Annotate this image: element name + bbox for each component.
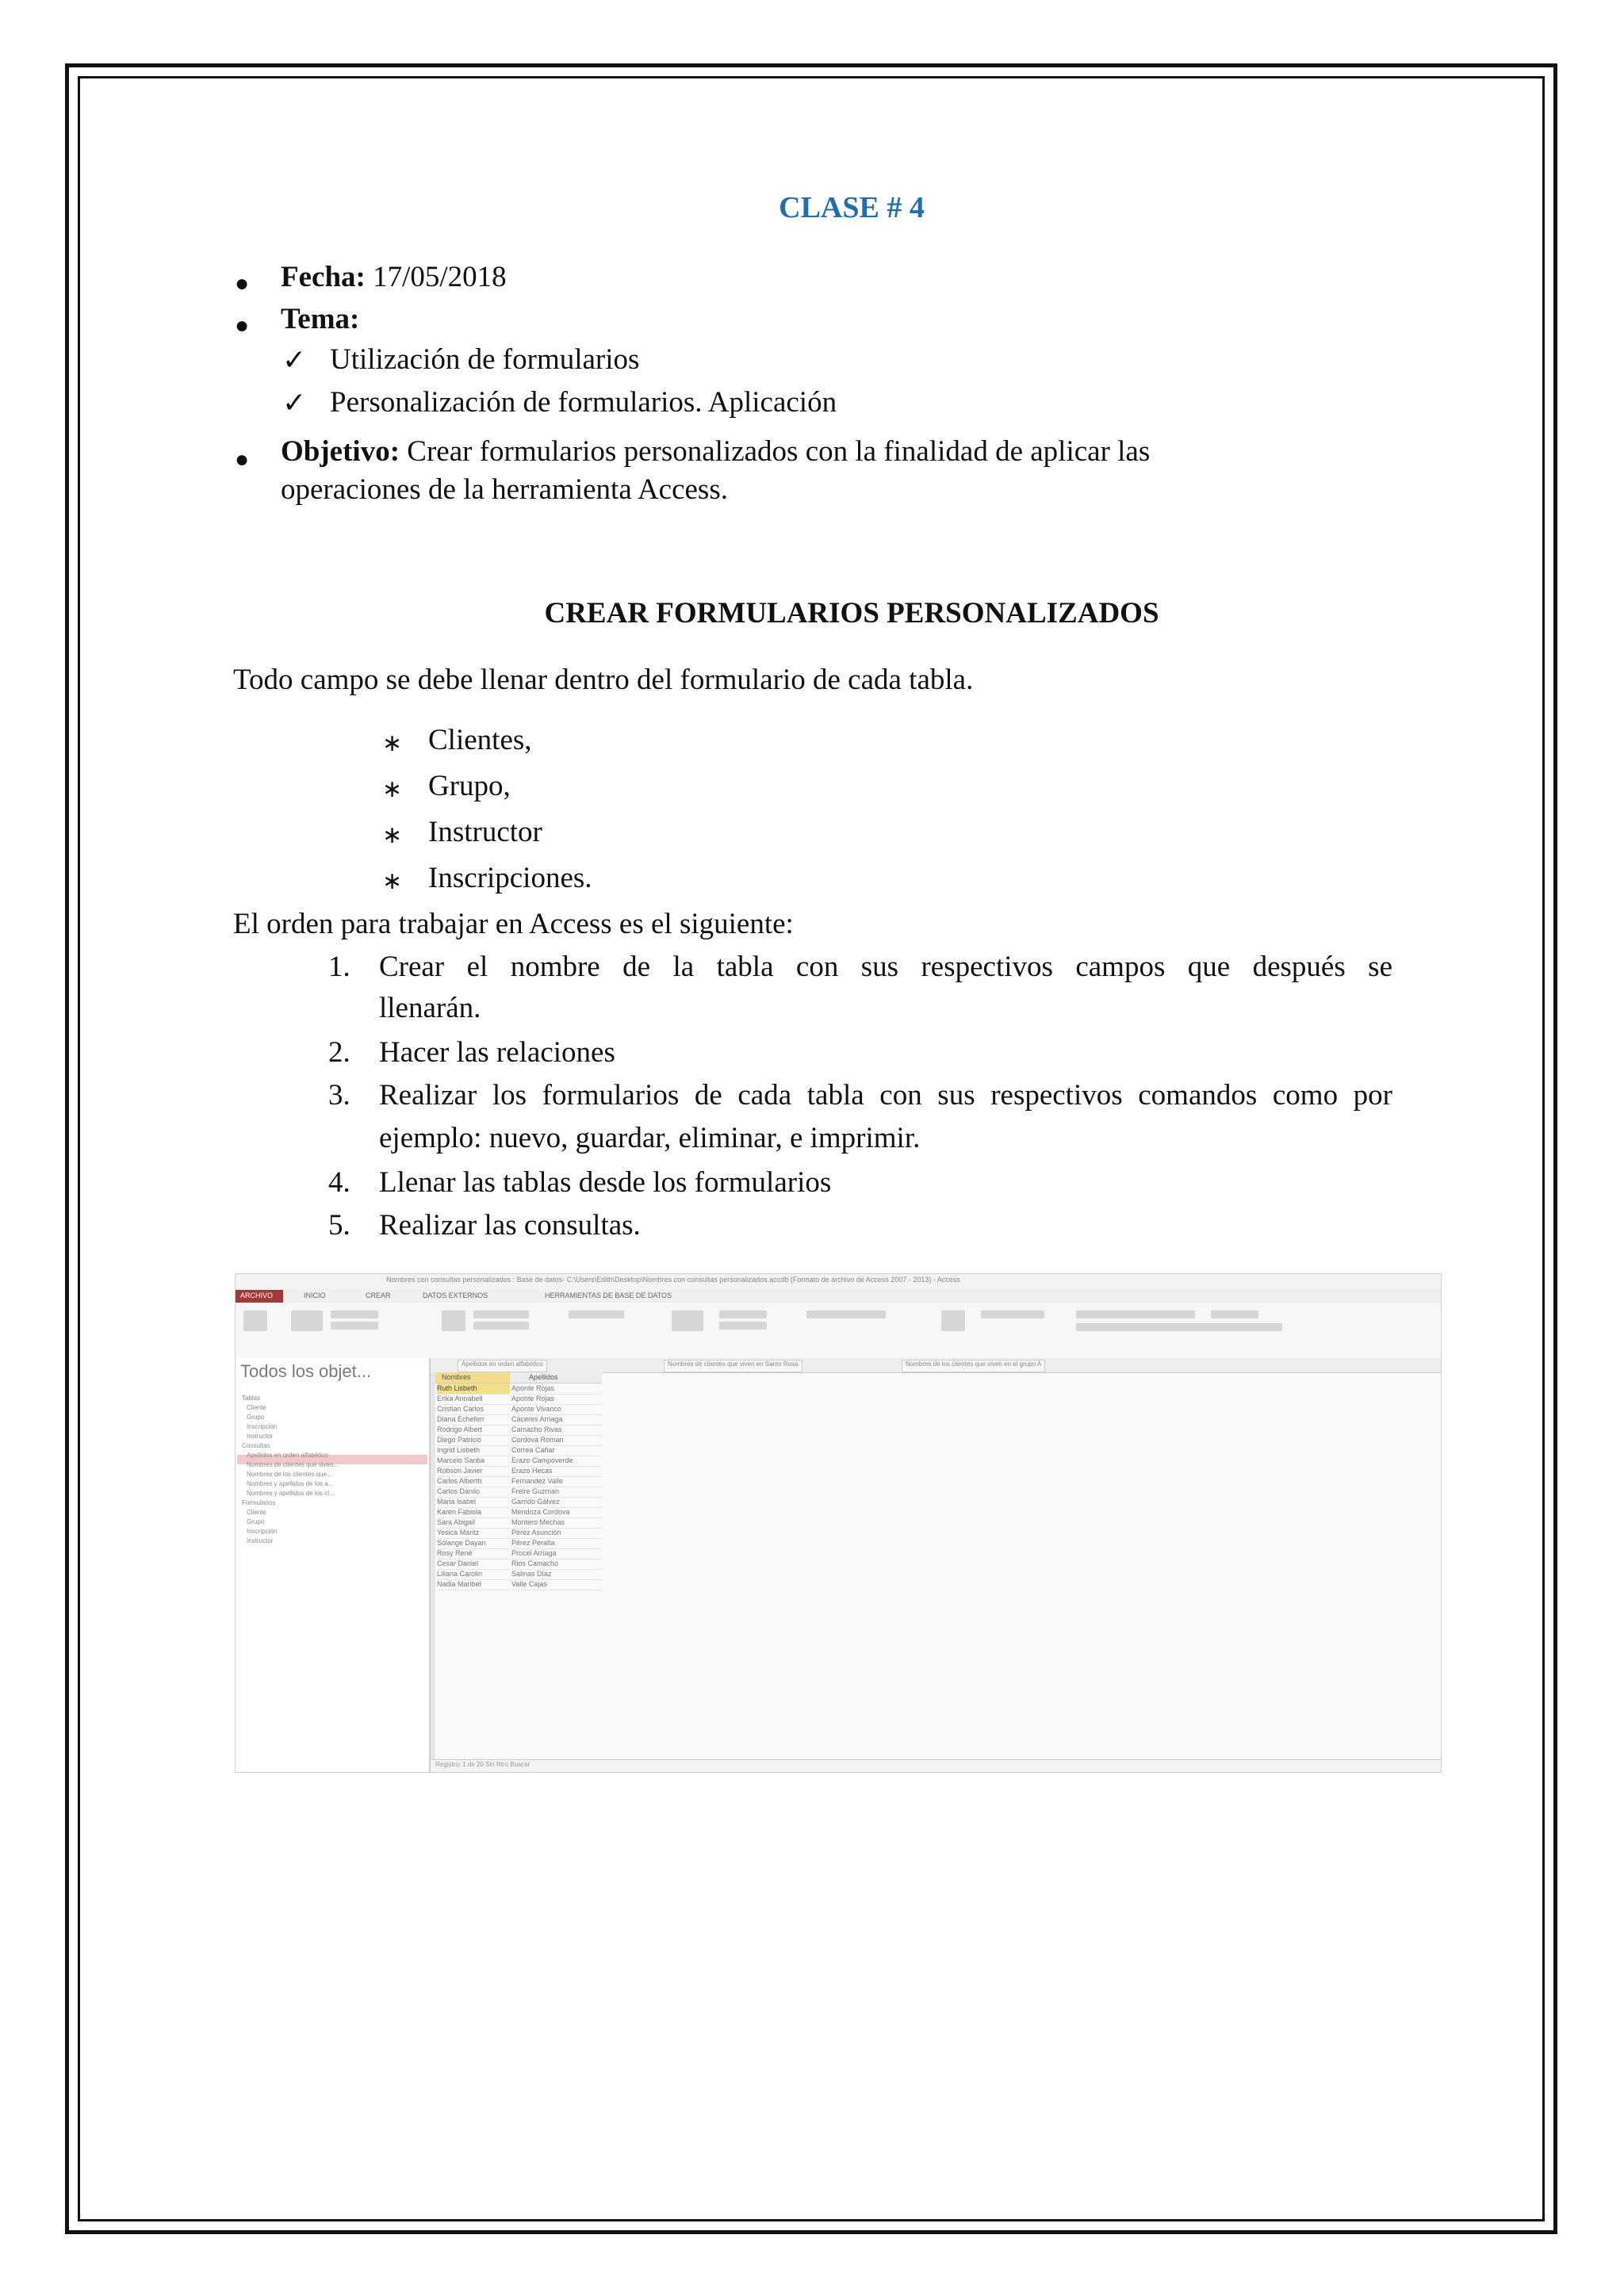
cell-apellido: Erazo Hecas: [511, 1466, 602, 1477]
descending-button: [473, 1322, 529, 1330]
cell-apellido: Freire Guzman: [511, 1487, 602, 1498]
cell-nombre: Carlos Alberth: [437, 1476, 510, 1487]
ribbon-tab: DATOS EXTERNOS: [423, 1292, 488, 1299]
nav-item: Instructor: [247, 1433, 274, 1440]
cell-nombre: Carlos Danilo: [437, 1487, 510, 1498]
checkmark-icon: ✓: [282, 344, 307, 376]
fecha-value: 17/05/2018: [373, 261, 507, 293]
view-button: [243, 1311, 267, 1331]
asterisk-icon: ∗: [382, 868, 403, 894]
cell-apellido: Aponte Vivanco: [511, 1404, 602, 1415]
new-button: [719, 1311, 767, 1318]
cell-nombre: Cesar Daniel: [437, 1559, 510, 1570]
cell-nombre: Robson Javier: [437, 1466, 510, 1477]
cell-apellido: Fernandez Valle: [511, 1476, 602, 1487]
nav-item: Nombres de clientes que viven...: [247, 1461, 339, 1468]
nav-item: Instructor: [247, 1537, 274, 1544]
cell-apellido: Rios Camacho: [511, 1559, 602, 1570]
nav-item: Apellidos en orden alfabético: [247, 1452, 328, 1459]
ascending-button: [473, 1311, 529, 1318]
cell-apellido: Salinas Díaz: [511, 1569, 602, 1580]
step-text: Hacer las relaciones: [379, 1036, 615, 1069]
objetivo-line: [281, 433, 1150, 471]
cell-nombre: Solange Dayan: [437, 1538, 510, 1549]
intro-paragraph: Todo campo se debe llenar dentro del formulario de cada tabla.: [233, 664, 974, 696]
table-list-item: Inscripciones.: [428, 862, 592, 894]
record-selector-column: [431, 1372, 435, 1759]
selection-button: [569, 1311, 624, 1318]
page-title: CLASE # 4: [779, 191, 925, 224]
ribbon-tab: HERRAMIENTAS DE BASE DE DATOS: [545, 1292, 672, 1299]
nav-item: Grupo: [247, 1414, 265, 1421]
nav-title: Todos los objet...: [240, 1361, 372, 1381]
cell-apellido: Cordova Roman: [511, 1435, 602, 1446]
cell-nombre: Diana Echeferr: [437, 1414, 510, 1425]
cell-apellido: Pérez Peralta: [511, 1538, 602, 1549]
cell-apellido: Camacho Rivas: [511, 1425, 602, 1436]
nav-group: Formularios: [242, 1499, 276, 1506]
document-tab: Nombres de los clientes que viven en el grupo A: [902, 1360, 1045, 1372]
step-text: Realizar las consultas.: [379, 1209, 641, 1242]
bullet-icon: ●: [235, 446, 250, 473]
replace-button: [981, 1311, 1044, 1318]
order-intro: El orden para trabajar en Access es el siguiente:: [233, 908, 794, 940]
nav-item: Nombres y apellidos de los cl...: [247, 1490, 335, 1497]
cut-button: [331, 1311, 378, 1318]
ribbon-tab: CREAR: [366, 1292, 391, 1299]
nav-group: Tablas: [242, 1395, 261, 1402]
cell-apellido: Cáceres Arriaga: [511, 1414, 602, 1425]
step-text: Llenar las tablas desde los formularios: [379, 1166, 832, 1199]
table-list-item: Instructor: [428, 816, 542, 848]
cell-apellido: Pérez Asunción: [511, 1528, 602, 1539]
cell-nombre: Rosy René: [437, 1548, 510, 1559]
objetivo-text-2: operaciones de la herramienta Access.: [281, 473, 728, 506]
save-button: [719, 1322, 767, 1330]
cell-nombre: Sara Abigail: [437, 1517, 510, 1529]
step-text: Crear el nombre de la tabla con sus respectivos campos que después se: [379, 951, 1392, 983]
document-tab: Nombres de clientes que viven en Santo Rosa: [664, 1360, 802, 1372]
cell-nombre: Ingrid Lisbeth: [437, 1445, 510, 1456]
document-tab: Apellidos en orden alfabético: [458, 1360, 547, 1372]
tema-item: Utilización de formularios: [330, 343, 640, 376]
step-text-2: llenarán.: [379, 992, 481, 1024]
step-number: 2.: [328, 1036, 350, 1069]
cell-apellido: Mendoza Cordova: [511, 1507, 602, 1518]
status-text: Registro: 1 de 20 Sin filtro Buscar: [435, 1761, 530, 1768]
step-text: Realizar los formularios de cada tabla con sus respectivos comandos como por: [379, 1079, 1392, 1112]
cell-nombre: Nadia Maribel: [437, 1579, 510, 1590]
section-title: CREAR FORMULARIOS PERSONALIZADOS: [544, 597, 1159, 629]
table-list-item: Clientes,: [428, 724, 532, 756]
column-header-label: Nombres: [442, 1373, 471, 1381]
objetivo-text: Crear formularios personalizados con la finalidad de aplicar las: [407, 435, 1151, 468]
ribbon-tab-archivo: ARCHIVO: [240, 1292, 274, 1299]
cell-apellido: Aponte Rojas: [511, 1383, 602, 1395]
cell-nombre: Cristian Carlos: [437, 1404, 510, 1415]
step-number: 4.: [328, 1166, 350, 1199]
formatting-buttons: [1076, 1323, 1282, 1331]
copy-button: [331, 1322, 378, 1330]
nav-item: Nombres de los clientes que...: [247, 1471, 332, 1478]
cell-nombre: Yesica Maritz: [437, 1528, 510, 1539]
find-button: [941, 1311, 965, 1331]
asterisk-icon: ∗: [382, 730, 403, 756]
filter-button: [442, 1311, 465, 1331]
nav-item: Cliente: [247, 1404, 266, 1411]
asterisk-icon: ∗: [382, 822, 403, 848]
bullet-icon: ●: [235, 312, 250, 339]
ribbon-tab: INICIO: [304, 1292, 326, 1299]
objetivo-label: Objetivo:: [281, 435, 400, 468]
bullet-icon: ●: [235, 270, 250, 297]
fecha-line: [281, 258, 507, 297]
cell-apellido: Montero Mechas: [511, 1517, 602, 1529]
tema-label: Tema:: [281, 303, 360, 335]
nav-item: Cliente: [247, 1509, 266, 1516]
nav-group: Consultas: [242, 1442, 270, 1449]
paste-button: [291, 1311, 323, 1331]
cell-nombre: Marcelo Santia: [437, 1456, 510, 1467]
cell-apellido: Correa Cañar: [511, 1445, 602, 1456]
step-number: 3.: [328, 1079, 350, 1112]
cell-apellido: Garrido Gálvez: [511, 1497, 602, 1508]
cell-nombre: Diego Patricio: [437, 1435, 510, 1446]
totals-button: [806, 1311, 886, 1318]
refresh-button: [672, 1311, 703, 1331]
font-size-select: [1211, 1311, 1258, 1318]
navigation-pane: [236, 1358, 431, 1772]
asterisk-icon: ∗: [382, 776, 403, 802]
font-select: [1076, 1311, 1195, 1318]
cell-apellido: Valle Cajas: [511, 1579, 602, 1590]
cell-nombre: Liliana Carolin: [437, 1569, 510, 1580]
cell-apellido: Aponte Rojas: [511, 1394, 602, 1405]
ribbon-tabs: [236, 1290, 1441, 1303]
window-title: Nombres con consultas personalizados : Base de datos- C:\Users\Edith\Desktop\Nombres con consultas personalizados.accdb (Formato de archivo de Access 2007 - 2013) - Access: [386, 1276, 960, 1284]
cell-nombre: Erika Annabell: [437, 1394, 510, 1405]
nav-item: Inscripción: [247, 1528, 278, 1535]
step-text-2: ejemplo: nuevo, guardar, eliminar, e imprimir.: [379, 1122, 921, 1154]
cell-nombre: Maria Isabel: [437, 1497, 510, 1508]
tema-item: Personalización de formularios. Aplicación: [330, 386, 837, 419]
nav-item: Inscripción: [247, 1423, 278, 1430]
nav-item: Grupo: [247, 1518, 265, 1525]
fecha-label: Fecha:: [281, 261, 366, 293]
cell-apellido: Procel Arriaga: [511, 1548, 602, 1559]
table-list-item: Grupo,: [428, 770, 511, 802]
status-bar: [431, 1759, 1441, 1773]
step-number: 5.: [328, 1209, 350, 1242]
cell-nombre: Rodrigo Albert: [437, 1425, 510, 1436]
step-number: 1.: [328, 951, 350, 983]
access-screenshot: [235, 1273, 1442, 1773]
cell-nombre: Ruth Lisbeth: [437, 1383, 510, 1395]
column-header-label: Apellidos: [529, 1373, 558, 1381]
cell-nombre: Karen Fabiola: [437, 1507, 510, 1518]
nav-item: Nombres y apellidos de los a...: [247, 1480, 334, 1487]
checkmark-icon: ✓: [282, 387, 307, 419]
cell-apellido: Erazo Campoverde: [511, 1456, 602, 1467]
